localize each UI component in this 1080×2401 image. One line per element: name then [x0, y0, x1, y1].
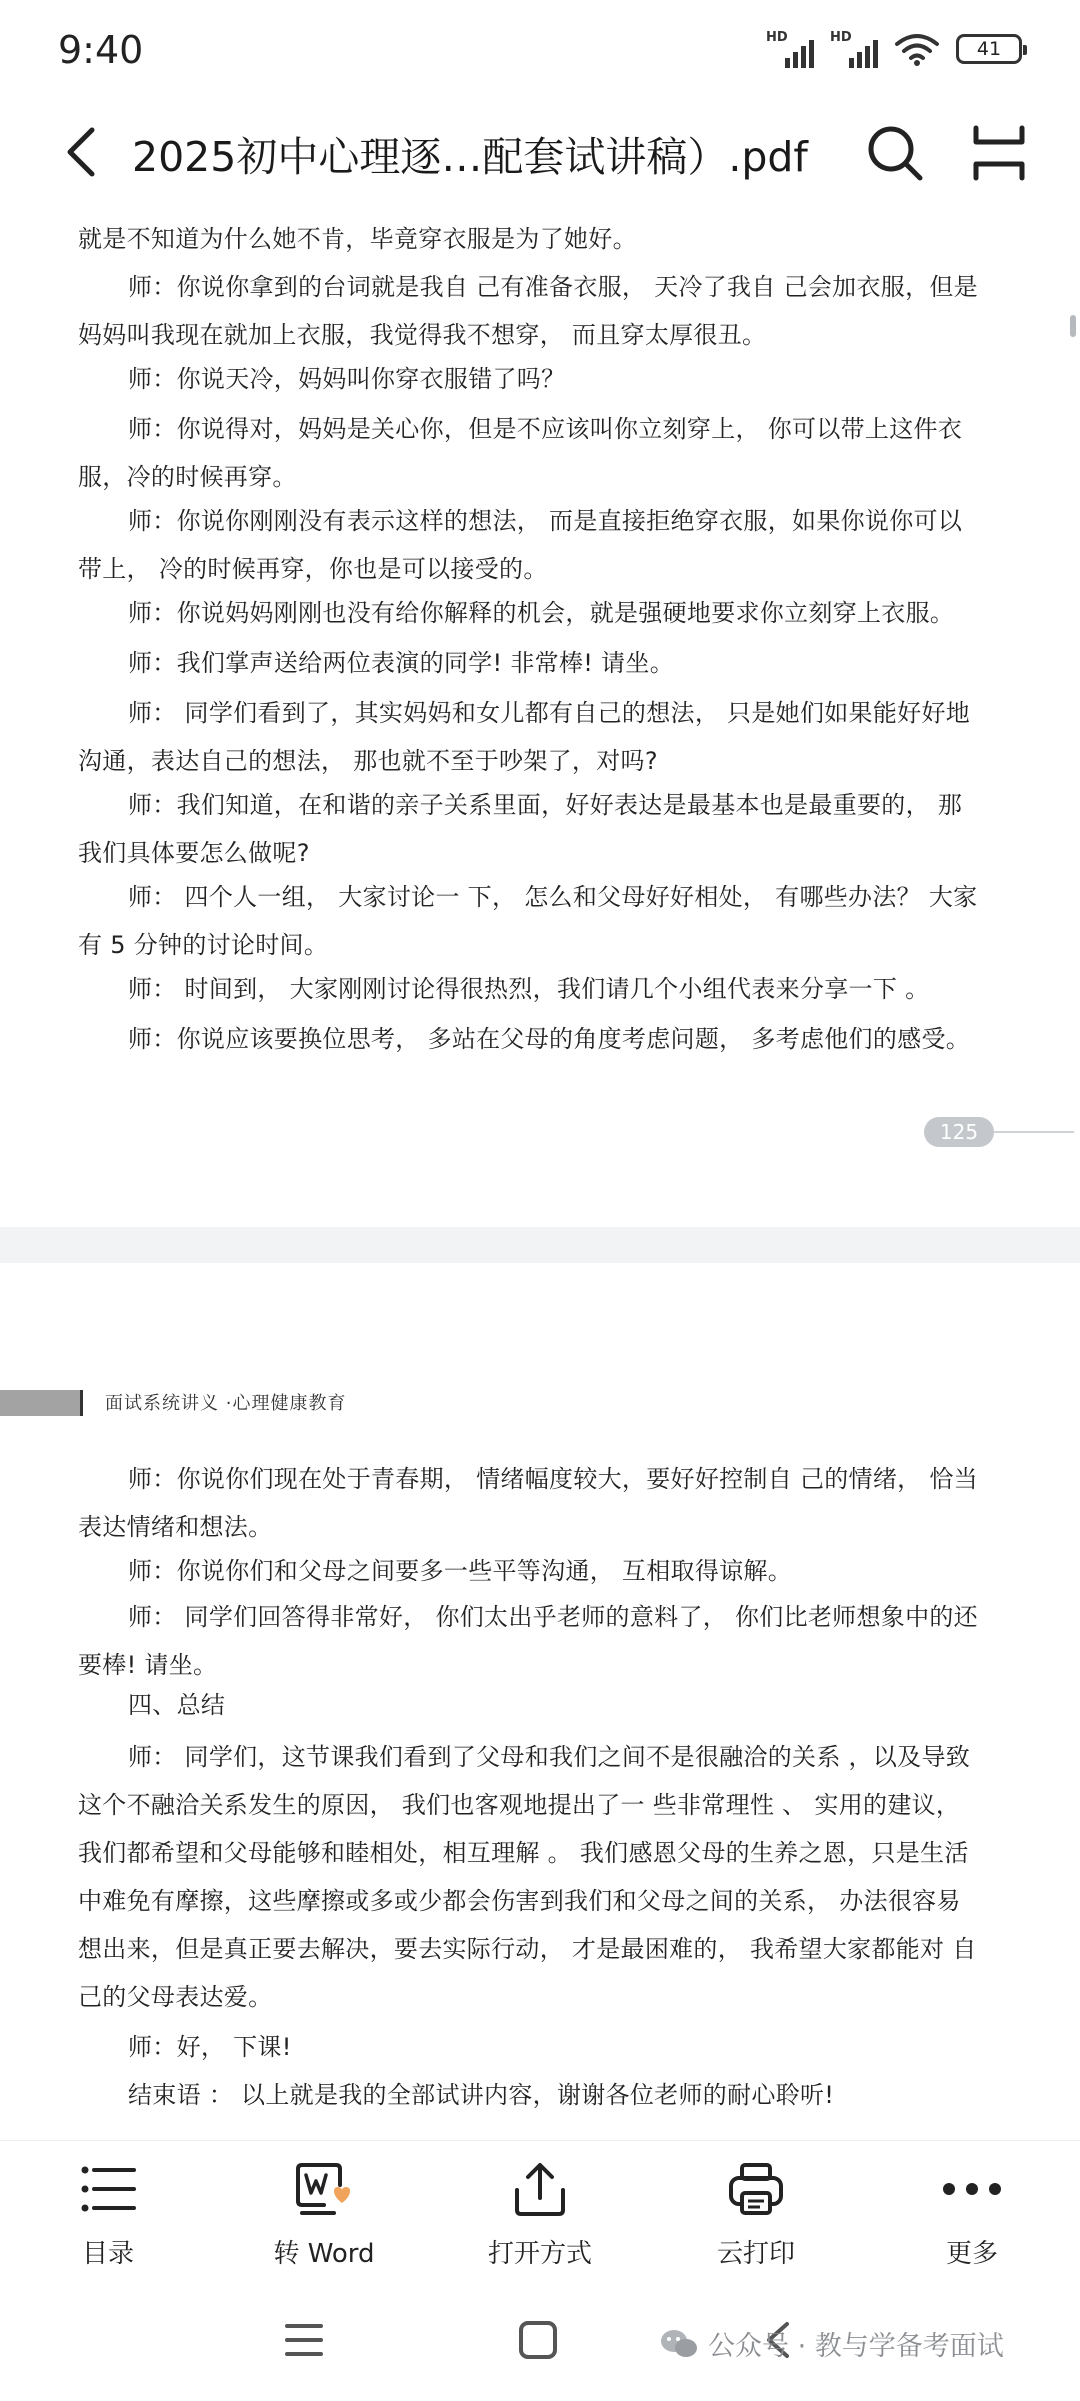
page1-paragraph-4: 师：你说得对，妈妈是关心你，但是不应该叫你立刻穿上， 你可以带上这件衣服，冷的时候再穿。 — [78, 415, 963, 491]
page1-paragraph-8: 师： 同学们看到了，其实妈妈和女儿都有自己的想法， 只是她们如果能好好地沟通，表达自己的想法， 那也就不至于吵架了，对吗? — [78, 699, 971, 775]
pdf-page-126 — [0, 1263, 1080, 2140]
page1-paragraph-1: 就是不知道为什么她不肯，毕竟穿衣服是为了她好。 — [78, 225, 637, 253]
battery-level: 41 — [976, 38, 1002, 60]
page2-paragraph-1: 师：你说你们现在处于青春期， 情绪幅度较大，要好好控制自 己的情绪， 恰当表达情绪和想法。 — [78, 1465, 978, 1541]
status-icons — [766, 30, 1022, 68]
wechat-icon — [660, 2328, 698, 2360]
page-separator — [0, 1227, 1080, 1263]
word-convert-icon — [294, 2159, 354, 2219]
toc-button[interactable] — [0, 2141, 216, 2281]
signal-icon — [766, 30, 814, 68]
page1-paragraph-12: 师：你说应该要换位思考， 多站在父母的角度考虑问题， 多考虑他们的感受。 — [128, 1025, 971, 1053]
watermark — [660, 2324, 1004, 2363]
document-title: 2025初中心理逐…配套试讲稿）.pdf — [132, 133, 808, 181]
document-viewer[interactable] — [0, 205, 1080, 2140]
page1-paragraph-7: 师：我们掌声送给两位表演的同学! 非常棒! 请坐。 — [128, 649, 674, 677]
menu-icon — [284, 2322, 324, 2358]
list-icon — [78, 2159, 138, 2219]
back-arrow-icon — [62, 126, 102, 178]
watermark-text: 公众号 · 教与学备考面试 — [708, 2331, 1004, 2362]
page-header-text: 面试系统讲义 ·心理健康教育 — [105, 1393, 347, 1414]
more-label: 更多 — [945, 2239, 998, 2269]
page2-section-heading: 四、总结 — [128, 1691, 226, 1719]
page-header-band-edge — [80, 1390, 83, 1416]
page2-paragraph-4: 师： 同学们，这节课我们看到了父母和我们之间不是很融洽的关系 ，以及导致这个不融洽关系发生的原因， 我们也客观地提出了一 些非常理性 、 实用的建议， 我们都希望和父母能够和睦相处，相互理解 。 我们感恩父母的生养之恩，只是生活中难免有摩擦，这些摩擦或多或少都会伤害到我们和父母之间的关系， 办法很容易想出来，但是真正要去解决，要去实际行动， 才是最困难的， 我希望大家都能对 自 己的父母表达爱。 — [78, 1743, 977, 2011]
signal-hd-label: HD — [766, 30, 788, 45]
page1-paragraph-5: 师：你说你刚刚没有表示这样的想法， 而是直接拒绝穿衣服，如果你说你可以带上， 冷的时候再穿，你也是可以接受的。 — [78, 507, 963, 583]
fullscreen-button[interactable] — [968, 122, 1030, 184]
convert-word-button[interactable] — [216, 2141, 432, 2281]
page-indicator-line — [994, 1131, 1074, 1133]
recent-apps-button[interactable] — [274, 2310, 334, 2370]
signal-hd-label-2: HD — [830, 30, 852, 45]
page2-paragraph-6: 结束语 ： 以上就是我的全部试讲内容，谢谢各位老师的耐心聆听! — [128, 2081, 835, 2109]
page1-paragraph-3: 师：你说天冷，妈妈叫你穿衣服错了吗？ — [128, 365, 566, 393]
toc-label: 目录 — [81, 2239, 134, 2269]
home-button[interactable] — [508, 2310, 568, 2370]
system-nav-bar — [0, 2280, 1080, 2401]
status-time: 9:40 — [58, 28, 144, 72]
app-bar — [0, 100, 1080, 205]
open-with-button[interactable] — [432, 2141, 648, 2281]
wifi-icon — [894, 31, 940, 67]
page1-paragraph-11: 师： 时间到， 大家刚刚讨论得很热烈，我们请几个小组代表来分享一下 。 — [128, 975, 930, 1003]
cloud-print-label: 云打印 — [716, 2239, 795, 2269]
page2-paragraph-2: 师：你说你们和父母之间要多一些平等沟通， 互相取得谅解。 — [128, 1557, 793, 1585]
page1-paragraph-9: 师：我们知道，在和谐的亲子关系里面，好好表达是最基本也是最重要的， 那我们具体要怎么做呢? — [78, 791, 963, 867]
page2-paragraph-5: 师：好， 下课! — [128, 2033, 292, 2061]
search-icon — [864, 122, 926, 184]
convert-word-label: 转 Word — [273, 2239, 375, 2269]
search-button[interactable] — [864, 122, 926, 184]
page2-paragraph-3: 师： 同学们回答得非常好， 你们太出乎老师的意料了， 你们比老师想象中的还要棒! 请坐。 — [78, 1603, 978, 1679]
bottom-toolbar — [0, 2140, 1080, 2280]
page-header-band — [0, 1390, 80, 1416]
signal-icon-2 — [830, 30, 878, 68]
page1-paragraph-2: 师：你说你拿到的台词就是我自 己有准备衣服， 天冷了我自 己会加衣服，但是妈妈叫我现在就加上衣服，我觉得我不想穿， 而且穿太厚很丑。 — [78, 273, 978, 349]
status-bar — [0, 0, 1080, 100]
expand-icon — [968, 122, 1030, 184]
page1-paragraph-6: 师：你说妈妈刚刚也没有给你解释的机会，就是强硬地要求你立刻穿上衣服。 — [128, 599, 955, 627]
page-number-badge[interactable]: 125 — [924, 1117, 994, 1147]
more-icon — [942, 2159, 1002, 2219]
pdf-page-125 — [0, 205, 1080, 1227]
printer-icon — [726, 2159, 786, 2219]
scrollbar-thumb[interactable] — [1070, 315, 1076, 337]
open-with-label: 打开方式 — [487, 2239, 592, 2269]
cloud-print-button[interactable] — [648, 2141, 864, 2281]
share-icon — [510, 2159, 570, 2219]
more-button[interactable] — [864, 2141, 1080, 2281]
home-square-icon — [518, 2320, 558, 2360]
battery-icon — [956, 34, 1022, 64]
page1-paragraph-10: 师： 四个人一组， 大家讨论一 下， 怎么和父母好好相处， 有哪些办法？ 大家有 5 分钟的讨论时间。 — [78, 883, 978, 959]
back-button[interactable] — [52, 122, 112, 182]
